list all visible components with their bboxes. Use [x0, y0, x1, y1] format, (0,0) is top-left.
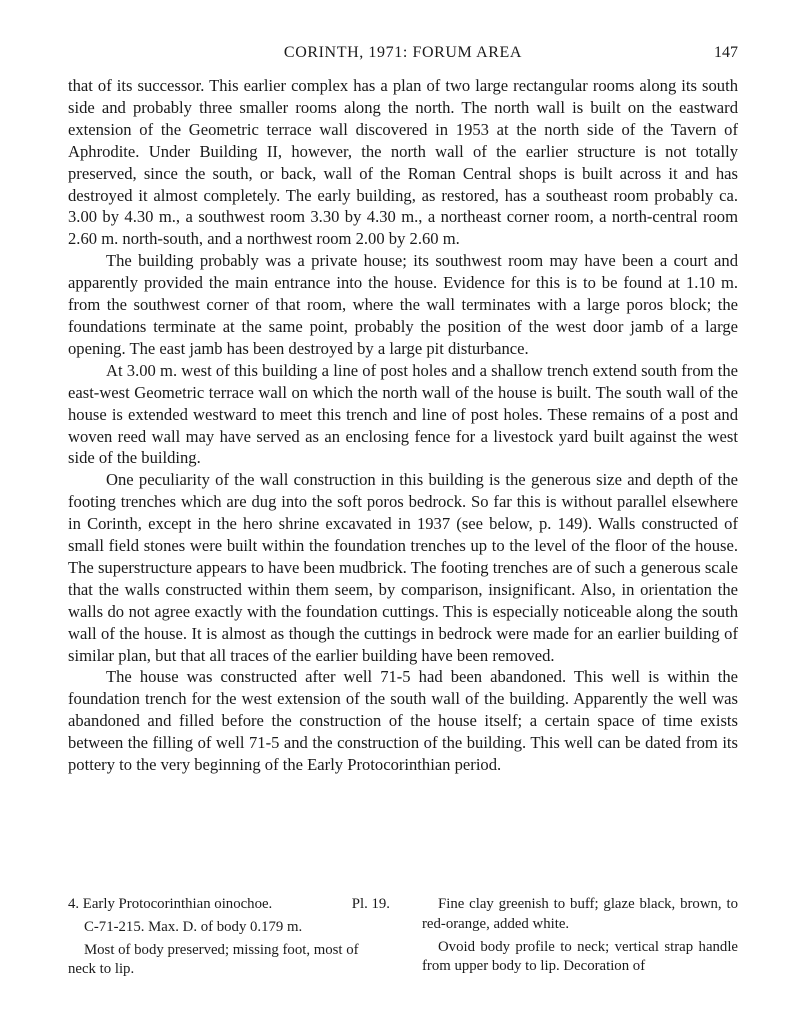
running-title: CORINTH, 1971: FORUM AREA — [283, 44, 523, 61]
paragraph: that of its successor. This earlier complex has a plan of two large rectangular rooms along its south side and probably three smaller rooms along the north. The north wall is built on the eastward extension of the Geometric terrace wall discovered in 1953 at the north side of the Tavern of Aphrodite. Under Building II, however, the north wall of the earlier structure is not totally preserved, since the south, or back, wall of the Roman Central shops is built across it and has destroyed it almost completely. The early building, as restored, has a southeast room probably ca. 3.00 by 4.30 m., a southwest room 3.30 by 4.30 m., a northeast corner room, a north-central room 2.60 m. north-south, and a northwest room 2.00 by 2.60 m. — [68, 76, 738, 249]
paragraph: At 3.00 m. west of this building a line of post holes and a shallow trench extend south from the east-west Geometric terrace wall on which the north wall of the house is built. The south wall of the house is extended westward to meet this trench and line of post holes. These remains of a post and woven reed wall may have served as an enclosing fence for a livestock yard built against the west side of the building. — [68, 360, 738, 468]
body-text — [68, 75, 738, 776]
page-header — [68, 44, 738, 66]
paragraph: The building probably was a private house; its southwest room may have been a court and apparently provided the main entrance into the house. Evidence for this is to be found at 1.10 m. from the southwest corner of that room, where the wall terminates with a large poros block; the foundations terminate at the same point, probably the position of the west door jamb of a large opening. The east jamb has been destroyed by a large pit disturbance. — [68, 251, 738, 358]
shape-description: Ovoid body profile to neck; vertical strap handle from upper body to lip. Decoration of — [422, 938, 738, 975]
page-number: 147 — [714, 44, 738, 61]
catalogue-title-row — [68, 895, 390, 915]
fabric-description: Fine clay greenish to buff; glaze black, brown, to red-orange, added white. — [422, 896, 738, 932]
paragraph: The house was constructed after well 71-5 had been abandoned. This well is within the foundation trench for the west extension of the south wall of the building. Apparently the well was abandoned and filled before the construction of the house itself; a certain space of time exists between the filling of well 71-5 and the construction of the building. This well can be dated from its pottery to the very beginning of the Early Protocorinthian period. — [68, 667, 738, 775]
preservation-note: Most of body preserved; missing foot, most of neck to lip. — [68, 941, 359, 978]
plate-reference: Pl. 19. — [351, 896, 390, 912]
catalogue-entry-title: 4. Early Protocorinthian oinochoe. — [68, 896, 273, 912]
inventory-line: C-71-215. Max. D. of body 0.179 m. — [84, 918, 303, 935]
paragraph: One peculiarity of the wall construction in this building is the generous size and depth of the footing trenches which are dug into the soft poros bedrock. So far this is without parallel elsewhere in Corinth, except in the hero shrine excavated in 1937 (see below, p. 149). Walls constructed of small field stones were built within the foundation trenches up to the level of the floor of the house. The superstructure appears to have been mudbrick. The footing trenches are of such a generous scale that the walls constructed within them seem, by comparison, insignificant. Also, in orientation the walls do not agree exactly with the foundation cuttings. This is especially noticeable along the south wall of the house. It is almost as though the cuttings in bedrock were made for an earlier building of similar plan, but that all traces of the earlier building have been removed. — [68, 470, 738, 665]
catalogue-right-column — [422, 895, 738, 980]
catalogue-left-column — [68, 895, 390, 983]
